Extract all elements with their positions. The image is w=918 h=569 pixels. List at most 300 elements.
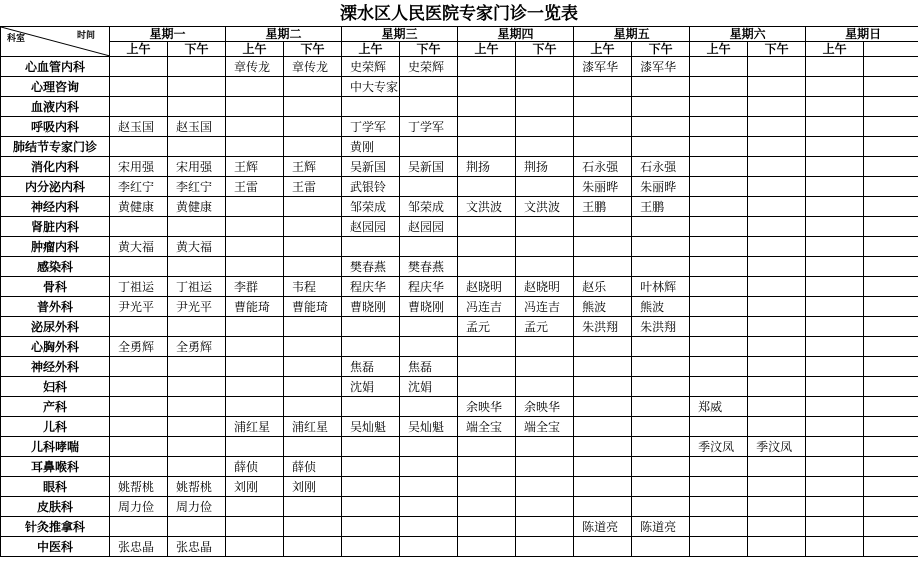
doctor-cell (342, 237, 400, 257)
doctor-cell (748, 497, 806, 517)
doctor-cell (632, 397, 690, 417)
doctor-cell: 端全宝 (516, 417, 574, 437)
doctor-cell (226, 517, 284, 537)
doctor-cell (690, 317, 748, 337)
table-row (1, 437, 918, 457)
half-day-header: 下午 (284, 42, 342, 57)
doctor-cell (458, 77, 516, 97)
page-title: 溧水区人民医院专家门诊一览表 (340, 4, 578, 24)
doctor-cell (516, 97, 574, 117)
doctor-cell (690, 537, 748, 557)
doctor-cell: 中大专家 (342, 77, 400, 97)
doctor-cell (748, 197, 806, 217)
doctor-cell: 郑威 (690, 397, 748, 417)
department-name: 骨科 (1, 277, 110, 297)
doctor-cell (110, 77, 168, 97)
department-name: 儿科 (1, 417, 110, 437)
doctor-cell (806, 457, 864, 477)
doctor-cell (864, 297, 918, 317)
doctor-cell (226, 117, 284, 137)
table-row (1, 237, 918, 257)
doctor-cell (110, 257, 168, 277)
doctor-cell: 丁学军 (342, 117, 400, 137)
doctor-cell (226, 437, 284, 457)
doctor-cell (458, 537, 516, 557)
doctor-cell: 宋用强 (168, 157, 226, 177)
doctor-cell: 赵园园 (342, 217, 400, 237)
doctor-cell (806, 417, 864, 437)
doctor-cell (864, 357, 918, 377)
doctor-cell (110, 357, 168, 377)
table-row (1, 217, 918, 237)
doctor-cell: 樊春燕 (400, 257, 458, 277)
doctor-cell: 石永强 (574, 157, 632, 177)
doctor-cell (226, 317, 284, 337)
doctor-cell (342, 517, 400, 537)
doctor-cell (748, 357, 806, 377)
table-row (1, 157, 918, 177)
doctor-cell (864, 177, 918, 197)
doctor-cell (168, 97, 226, 117)
doctor-cell (400, 237, 458, 257)
doctor-cell (574, 437, 632, 457)
department-name: 妇科 (1, 377, 110, 397)
doctor-cell (284, 397, 342, 417)
doctor-cell (748, 57, 806, 77)
doctor-cell (574, 357, 632, 377)
doctor-cell (690, 97, 748, 117)
doctor-cell: 樊春燕 (342, 257, 400, 277)
table-row (1, 337, 918, 357)
doctor-cell (400, 437, 458, 457)
doctor-cell (632, 117, 690, 137)
table-row (1, 117, 918, 137)
doctor-cell (342, 537, 400, 557)
doctor-cell (284, 377, 342, 397)
doctor-cell (864, 397, 918, 417)
department-name: 针灸推拿科 (1, 517, 110, 537)
corner-label-department: 科室 (7, 34, 26, 44)
doctor-cell (806, 137, 864, 157)
doctor-cell: 荆扬 (458, 157, 516, 177)
doctor-cell (748, 117, 806, 137)
doctor-cell (400, 317, 458, 337)
doctor-cell (284, 317, 342, 337)
doctor-cell: 尹光平 (110, 297, 168, 317)
table-row (1, 297, 918, 317)
doctor-cell (748, 277, 806, 297)
doctor-cell (342, 97, 400, 117)
doctor-cell: 周力俭 (110, 497, 168, 517)
doctor-cell: 漆军华 (574, 57, 632, 77)
doctor-cell (748, 397, 806, 417)
department-name: 产科 (1, 397, 110, 417)
doctor-cell (516, 217, 574, 237)
doctor-cell: 程庆华 (400, 277, 458, 297)
doctor-cell (342, 457, 400, 477)
doctor-cell (690, 257, 748, 277)
doctor-cell (458, 177, 516, 197)
day-header: 星期四 (458, 27, 574, 42)
doctor-cell (806, 517, 864, 537)
doctor-cell: 吴新国 (342, 157, 400, 177)
doctor-cell (342, 437, 400, 457)
half-day-header: 上午 (342, 42, 400, 57)
doctor-cell (168, 317, 226, 337)
doctor-cell (226, 397, 284, 417)
doctor-cell (110, 217, 168, 237)
half-day-header: 上午 (574, 42, 632, 57)
doctor-cell (806, 177, 864, 197)
doctor-cell (284, 217, 342, 237)
doctor-cell (226, 537, 284, 557)
doctor-cell (864, 317, 918, 337)
doctor-cell: 赵园园 (400, 217, 458, 237)
doctor-cell (574, 457, 632, 477)
doctor-cell (284, 117, 342, 137)
doctor-cell (226, 137, 284, 157)
doctor-cell (806, 497, 864, 517)
half-day-header: 下午 (748, 42, 806, 57)
half-day-header: 下午 (632, 42, 690, 57)
doctor-cell (690, 77, 748, 97)
table-row (1, 197, 918, 217)
doctor-cell (458, 517, 516, 537)
doctor-cell (574, 477, 632, 497)
doctor-cell (110, 437, 168, 457)
doctor-cell (690, 157, 748, 177)
doctor-cell (806, 297, 864, 317)
doctor-cell (690, 197, 748, 217)
doctor-cell (226, 497, 284, 517)
doctor-cell: 丁祖运 (110, 277, 168, 297)
doctor-cell (748, 157, 806, 177)
doctor-cell: 赵乐 (574, 277, 632, 297)
day-header: 星期六 (690, 27, 806, 42)
doctor-cell (458, 437, 516, 457)
doctor-cell: 黄刚 (342, 137, 400, 157)
department-name: 内分泌内科 (1, 177, 110, 197)
doctor-cell: 沈娟 (342, 377, 400, 397)
doctor-cell: 陈道亮 (632, 517, 690, 537)
doctor-cell (226, 97, 284, 117)
doctor-cell (168, 517, 226, 537)
doctor-cell (342, 317, 400, 337)
table-row (1, 97, 918, 117)
department-name: 肾脏内科 (1, 217, 110, 237)
doctor-cell (864, 197, 918, 217)
doctor-cell (516, 457, 574, 477)
table-row (1, 57, 918, 77)
table-row (1, 517, 918, 537)
doctor-cell (806, 537, 864, 557)
doctor-cell (400, 397, 458, 417)
doctor-cell (516, 177, 574, 197)
doctor-cell (458, 377, 516, 397)
doctor-cell (864, 237, 918, 257)
doctor-cell: 朱洪翔 (574, 317, 632, 337)
doctor-cell: 尹光平 (168, 297, 226, 317)
table-row (1, 377, 918, 397)
doctor-cell (168, 137, 226, 157)
doctor-cell: 王鹏 (632, 197, 690, 217)
doctor-cell (574, 537, 632, 557)
doctor-cell (690, 237, 748, 257)
doctor-cell: 余映华 (516, 397, 574, 417)
doctor-cell (806, 97, 864, 117)
doctor-cell: 朱丽晔 (632, 177, 690, 197)
department-name: 神经外科 (1, 357, 110, 377)
doctor-cell: 黄大福 (168, 237, 226, 257)
doctor-cell: 丁祖运 (168, 277, 226, 297)
half-day-header: 下午 (400, 42, 458, 57)
doctor-cell (690, 117, 748, 137)
department-name: 感染科 (1, 257, 110, 277)
doctor-cell (284, 97, 342, 117)
doctor-cell (458, 497, 516, 517)
doctor-cell (864, 57, 918, 77)
doctor-cell: 宋用强 (110, 157, 168, 177)
department-name: 儿科哮喘 (1, 437, 110, 457)
doctor-cell (748, 237, 806, 257)
doctor-cell (690, 457, 748, 477)
day-header: 星期三 (342, 27, 458, 42)
day-header: 星期一 (110, 27, 226, 42)
half-day-header: 上午 (806, 42, 864, 57)
doctor-cell: 沈娟 (400, 377, 458, 397)
doctor-cell (168, 57, 226, 77)
department-name: 肿瘤内科 (1, 237, 110, 257)
doctor-cell (632, 417, 690, 437)
doctor-cell: 熊波 (632, 297, 690, 317)
doctor-cell (110, 97, 168, 117)
doctor-cell (806, 197, 864, 217)
table-row (1, 497, 918, 517)
doctor-cell (748, 417, 806, 437)
doctor-cell (574, 137, 632, 157)
doctor-cell (574, 257, 632, 277)
doctor-cell (168, 77, 226, 97)
doctor-cell (110, 417, 168, 437)
table-row (1, 137, 918, 157)
doctor-cell (748, 477, 806, 497)
doctor-cell (690, 497, 748, 517)
half-day-header: 上午 (458, 42, 516, 57)
department-name: 普外科 (1, 297, 110, 317)
doctor-cell (864, 257, 918, 277)
doctor-cell (458, 117, 516, 137)
doctor-cell (632, 357, 690, 377)
doctor-cell (284, 537, 342, 557)
doctor-cell: 文洪波 (458, 197, 516, 217)
doctor-cell (110, 457, 168, 477)
doctor-cell: 程庆华 (342, 277, 400, 297)
doctor-cell (516, 477, 574, 497)
doctor-cell (806, 397, 864, 417)
doctor-cell: 端全宝 (458, 417, 516, 437)
doctor-cell: 季汶凤 (690, 437, 748, 457)
half-day-header: 上午 (110, 42, 168, 57)
doctor-cell (516, 377, 574, 397)
day-header: 星期五 (574, 27, 690, 42)
doctor-cell: 黄健康 (110, 197, 168, 217)
doctor-cell (516, 337, 574, 357)
doctor-cell (690, 297, 748, 317)
doctor-cell: 荆扬 (516, 157, 574, 177)
table-row (1, 477, 918, 497)
doctor-cell (864, 157, 918, 177)
doctor-cell (226, 357, 284, 377)
doctor-cell (110, 317, 168, 337)
doctor-cell (516, 57, 574, 77)
doctor-cell: 赵玉国 (110, 117, 168, 137)
doctor-cell (110, 397, 168, 417)
doctor-cell (400, 337, 458, 357)
doctor-cell (400, 77, 458, 97)
doctor-cell: 王雷 (284, 177, 342, 197)
doctor-cell (226, 217, 284, 237)
doctor-cell (458, 337, 516, 357)
doctor-cell: 浦红星 (284, 417, 342, 437)
doctor-cell: 曹晓刚 (400, 297, 458, 317)
department-name: 心血管内科 (1, 57, 110, 77)
doctor-cell (748, 517, 806, 537)
doctor-cell: 李群 (226, 277, 284, 297)
doctor-cell (574, 237, 632, 257)
doctor-cell: 全勇辉 (168, 337, 226, 357)
table-row (1, 417, 918, 437)
doctor-cell (864, 457, 918, 477)
doctor-cell (284, 197, 342, 217)
doctor-cell (226, 237, 284, 257)
doctor-cell (168, 217, 226, 237)
doctor-cell (168, 257, 226, 277)
doctor-cell: 吴灿魁 (342, 417, 400, 437)
doctor-cell (806, 217, 864, 237)
doctor-cell: 叶林辉 (632, 277, 690, 297)
doctor-cell: 赵玉国 (168, 117, 226, 137)
doctor-cell (632, 257, 690, 277)
doctor-cell (168, 457, 226, 477)
doctor-cell: 焦磊 (342, 357, 400, 377)
doctor-cell (284, 237, 342, 257)
doctor-cell (110, 57, 168, 77)
doctor-cell: 孟元 (516, 317, 574, 337)
doctor-cell: 章传龙 (226, 57, 284, 77)
doctor-cell (864, 377, 918, 397)
table-row (1, 457, 918, 477)
doctor-cell (690, 417, 748, 437)
department-name: 心理咨询 (1, 77, 110, 97)
doctor-cell: 曹晓刚 (342, 297, 400, 317)
doctor-cell: 季汶凤 (748, 437, 806, 457)
doctor-cell (864, 417, 918, 437)
doctor-cell: 文洪波 (516, 197, 574, 217)
department-name: 血液内科 (1, 97, 110, 117)
doctor-cell (748, 537, 806, 557)
doctor-cell (690, 517, 748, 537)
doctor-cell: 曹能琦 (284, 297, 342, 317)
doctor-cell: 李红宁 (110, 177, 168, 197)
doctor-cell: 刘刚 (226, 477, 284, 497)
doctor-cell (690, 217, 748, 237)
doctor-cell (632, 477, 690, 497)
department-name: 眼科 (1, 477, 110, 497)
doctor-cell (458, 97, 516, 117)
table-row (1, 357, 918, 377)
table-row (1, 277, 918, 297)
table-row (1, 397, 918, 417)
doctor-cell (400, 517, 458, 537)
doctor-cell (458, 477, 516, 497)
doctor-cell (516, 237, 574, 257)
doctor-cell (342, 397, 400, 417)
day-header-row (1, 27, 918, 42)
doctor-cell: 王鹏 (574, 197, 632, 217)
doctor-cell: 赵晓明 (516, 277, 574, 297)
doctor-cell: 漆军华 (632, 57, 690, 77)
doctor-cell (632, 437, 690, 457)
doctor-cell (284, 257, 342, 277)
doctor-cell (632, 377, 690, 397)
doctor-cell (400, 497, 458, 517)
doctor-cell: 刘刚 (284, 477, 342, 497)
doctor-cell (690, 377, 748, 397)
doctor-cell: 余映华 (458, 397, 516, 417)
doctor-cell (748, 97, 806, 117)
doctor-cell (632, 337, 690, 357)
doctor-cell (806, 77, 864, 97)
doctor-cell (748, 257, 806, 277)
doctor-cell: 全勇辉 (110, 337, 168, 357)
doctor-cell (168, 357, 226, 377)
doctor-cell (690, 357, 748, 377)
doctor-cell (516, 517, 574, 537)
doctor-cell (690, 137, 748, 157)
doctor-cell (516, 497, 574, 517)
doctor-cell (168, 397, 226, 417)
doctor-cell (690, 57, 748, 77)
doctor-cell (400, 97, 458, 117)
doctor-cell (806, 477, 864, 497)
doctor-cell (168, 377, 226, 397)
doctor-cell (458, 57, 516, 77)
doctor-cell (864, 277, 918, 297)
table-row (1, 77, 918, 97)
doctor-cell: 姚帮桃 (168, 477, 226, 497)
doctor-cell (864, 217, 918, 237)
doctor-cell (864, 537, 918, 557)
doctor-cell (864, 477, 918, 497)
doctor-cell (806, 257, 864, 277)
doctor-cell (458, 357, 516, 377)
doctor-cell (574, 97, 632, 117)
department-name: 皮肤科 (1, 497, 110, 517)
doctor-cell: 张忠晶 (110, 537, 168, 557)
half-day-header (864, 42, 918, 57)
doctor-cell: 薛侦 (226, 457, 284, 477)
doctor-cell (632, 97, 690, 117)
doctor-cell (864, 437, 918, 457)
half-day-header: 上午 (690, 42, 748, 57)
doctor-cell (632, 137, 690, 157)
doctor-cell (516, 437, 574, 457)
doctor-cell: 李红宁 (168, 177, 226, 197)
doctor-cell (516, 257, 574, 277)
doctor-cell (806, 317, 864, 337)
doctor-cell (342, 337, 400, 357)
doctor-cell: 孟元 (458, 317, 516, 337)
